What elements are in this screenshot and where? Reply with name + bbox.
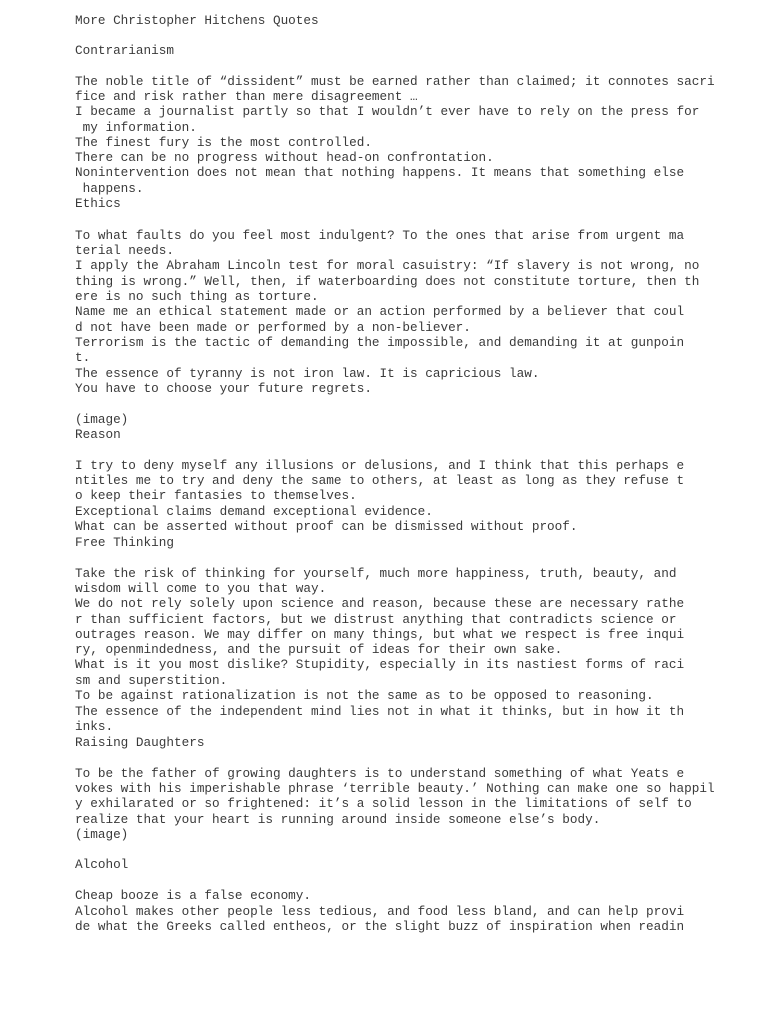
text-line: t. — [75, 350, 91, 365]
text-line: I try to deny myself any illusions or delusions, and I think that this perhaps e — [75, 458, 685, 473]
text-line: r than sufficient factors, but we distrust anything that contradicts science or — [75, 612, 677, 627]
text-line: y exhilarated or so frightened: it’s a solid lesson in the limitations of self to — [75, 796, 692, 811]
text-line: fice and risk rather than mere disagreement … — [75, 89, 418, 104]
image-placeholder: (image) — [75, 827, 129, 842]
text-line: de what the Greeks called entheos, or the slight buzz of inspiration when readin — [75, 919, 685, 934]
text-line: ntitles me to try and deny the same to others, at least as long as they refuse t — [75, 473, 685, 488]
text-line: The noble title of “dissident” must be earned rather than claimed; it connotes sacri — [75, 74, 715, 89]
section-heading: Raising Daughters — [75, 735, 205, 750]
text-line: ry, openmindedness, and the pursuit of ideas for their own sake. — [75, 642, 563, 657]
text-line: The essence of tyranny is not iron law. It is capricious law. — [75, 366, 540, 381]
text-line: ere is no such thing as torture. — [75, 289, 319, 304]
text-line: There can be no progress without head-on confrontation. — [75, 150, 494, 165]
text-line: Nonintervention does not mean that nothing happens. It means that something else — [75, 165, 685, 180]
section-heading: Alcohol — [75, 857, 129, 872]
text-line: The essence of the independent mind lies not in what it thinks, but in how it th — [75, 704, 685, 719]
section-heading: Ethics — [75, 196, 121, 211]
text-line: Exceptional claims demand exceptional evidence. — [75, 504, 433, 519]
text-line: Take the risk of thinking for yourself, much more happiness, truth, beauty, and — [75, 566, 677, 581]
text-line: I apply the Abraham Lincoln test for moral casuistry: “If slavery is not wrong, no — [75, 258, 700, 273]
text-line: terial needs. — [75, 243, 174, 258]
text-line: sm and superstition. — [75, 673, 228, 688]
text-line: To be the father of growing daughters is to understand something of what Yeats e — [75, 766, 685, 781]
text-line: I became a journalist partly so that I wouldn’t ever have to rely on the press for — [75, 104, 700, 119]
section-heading: Contrarianism — [75, 43, 174, 58]
text-line: happens. — [75, 181, 144, 196]
text-line: Alcohol makes other people less tedious, and food less bland, and can help provi — [75, 904, 685, 919]
image-placeholder: (image) — [75, 412, 129, 427]
text-line: Cheap booze is a false economy. — [75, 888, 312, 903]
text-line: We do not rely solely upon science and reason, because these are necessary rathe — [75, 596, 685, 611]
text-line: o keep their fantasies to themselves. — [75, 488, 357, 503]
text-line: realize that your heart is running around inside someone else’s body. — [75, 812, 601, 827]
text-line: my information. — [75, 120, 197, 135]
text-line: d not have been made or performed by a non-believer. — [75, 320, 471, 335]
text-line: Terrorism is the tactic of demanding the impossible, and demanding it at gunpoin — [75, 335, 685, 350]
text-line: outrages reason. We may differ on many things, but what we respect is free inqui — [75, 627, 685, 642]
text-line: What can be asserted without proof can be dismissed without proof. — [75, 519, 578, 534]
document-title: More Christopher Hitchens Quotes — [75, 13, 319, 28]
section-heading: Free Thinking — [75, 535, 174, 550]
text-line: wisdom will come to you that way. — [75, 581, 327, 596]
text-line: To what faults do you feel most indulgent? To the ones that arise from urgent ma — [75, 228, 685, 243]
text-line: inks. — [75, 719, 114, 734]
text-line: vokes with his imperishable phrase ‘terrible beauty.’ Nothing can make one so happil — [75, 781, 715, 796]
text-line: To be against rationalization is not the same as to be opposed to reasoning. — [75, 688, 654, 703]
text-line: Name me an ethical statement made or an action performed by a believer that coul — [75, 304, 685, 319]
text-line: What is it you most dislike? Stupidity, especially in its nastiest forms of raci — [75, 657, 685, 672]
text-line: thing is wrong.” Well, then, if waterboarding does not constitute torture, then th — [75, 274, 700, 289]
text-line: The finest fury is the most controlled. — [75, 135, 372, 150]
section-heading: Reason — [75, 427, 121, 442]
text-line: You have to choose your future regrets. — [75, 381, 372, 396]
